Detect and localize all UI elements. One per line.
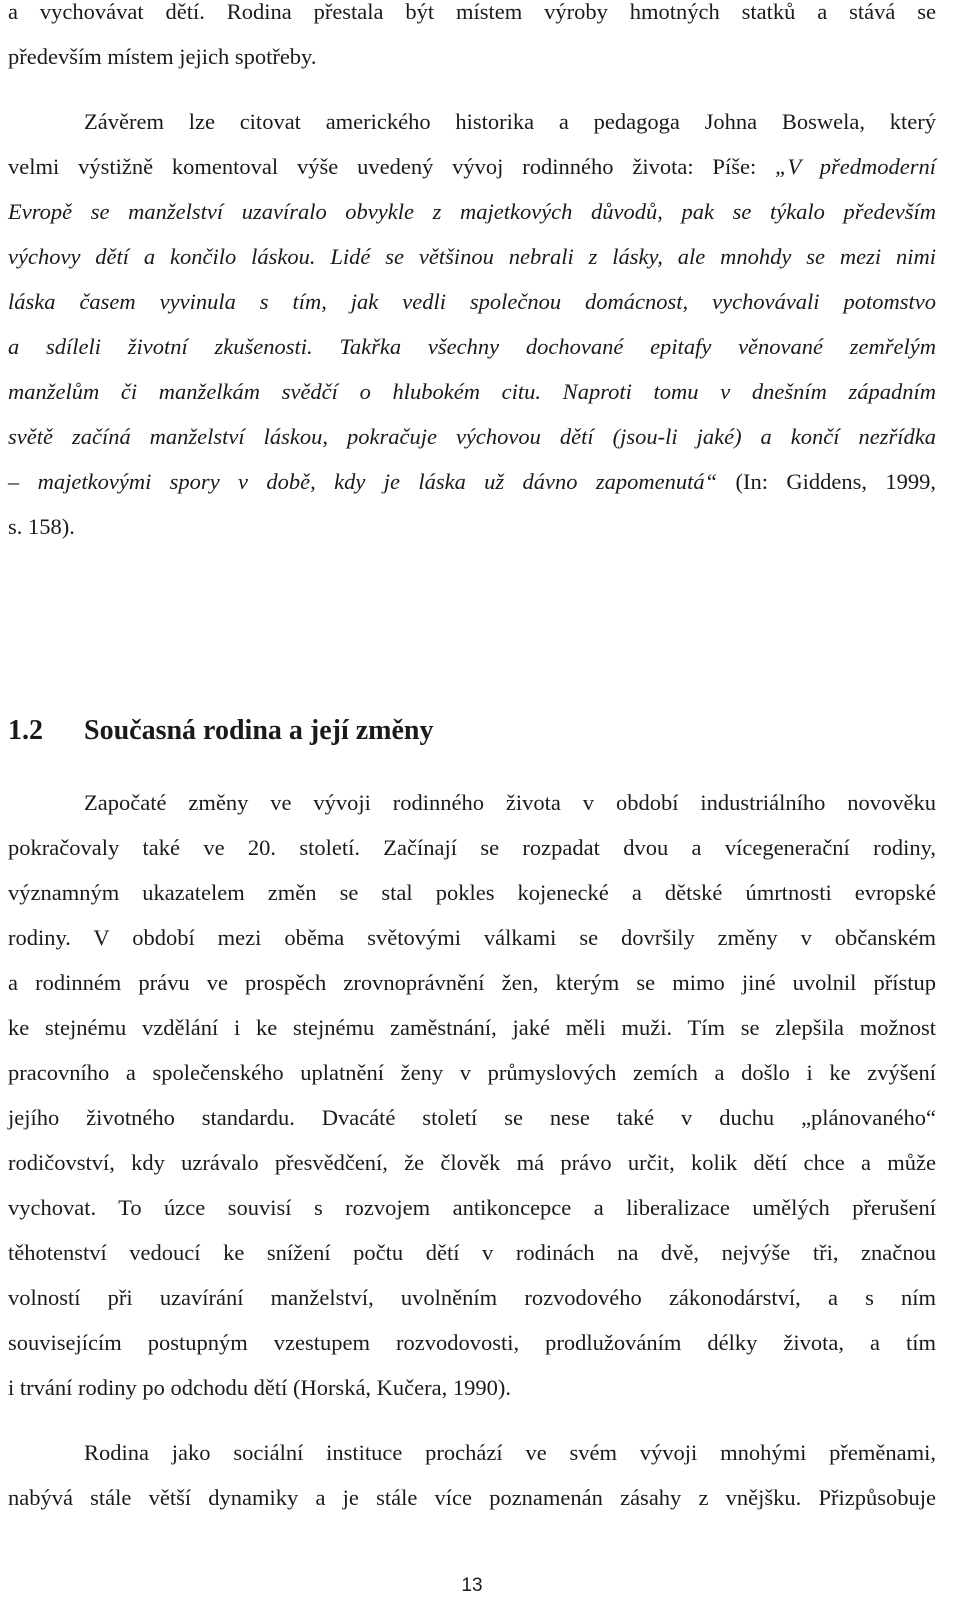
paragraph-line: jejího životného standardu. Dvacáté století se nese také v duchu „plánovaného“ bbox=[8, 1105, 936, 1130]
paragraph-line bbox=[8, 152, 936, 182]
paragraph-line: pokračovaly také ve 20. století. Začínají se rozpadat dvou a vícegenerační rodiny, bbox=[8, 835, 936, 860]
paragraph-line: významným ukazatelem změn se stal pokles kojenecké a dětské úmrtnosti evropské bbox=[8, 880, 936, 905]
paragraph-line: pracovního a společenského uplatnění ženy v průmyslových zemích a došlo i ke zvýšení bbox=[8, 1060, 936, 1085]
paragraph-line: s. 158). bbox=[8, 514, 75, 539]
paragraph-line: rodiny. V období mezi oběma světovými válkami se dovršily změny v občanském bbox=[8, 925, 936, 950]
paragraph-line: vychovat. To úzce souvisí s rozvojem antikoncepce a liberalizace umělých přerušení bbox=[8, 1195, 936, 1220]
section-title: Současná rodina a její změny bbox=[84, 715, 434, 746]
quote-line bbox=[8, 287, 936, 317]
quote-text: a sdíleli životní zkušenosti. bbox=[8, 334, 313, 359]
citation: (In: Giddens, 1999, bbox=[717, 469, 937, 494]
paragraph-line: i trvání rodiny po odchodu dětí (Horská, Kučera, 1990). bbox=[8, 1375, 511, 1400]
paragraph-line: a rodinném právu ve prospěch zrovnoprávnění žen, kterým se mimo jiné uvolnil přístup bbox=[8, 970, 936, 995]
paragraph-line: souvisejícím postupným vzestupem rozvodovosti, prodlužováním délky života, a tím bbox=[8, 1330, 936, 1355]
paragraph-line: volností při uzavírání manželství, uvolněním rozvodového zákonodárství, a s ním bbox=[8, 1285, 936, 1310]
page-number: 13 bbox=[461, 1575, 483, 1596]
quote-line bbox=[8, 377, 936, 407]
quote-line bbox=[8, 332, 936, 362]
paragraph-line: Rodina jako sociální instituce prochází ve svém vývoji mnohými přeměnami, bbox=[84, 1440, 936, 1465]
quote-text: výchovy dětí a končilo láskou. bbox=[8, 244, 316, 269]
quote-line bbox=[8, 422, 936, 452]
section-number: 1.2 bbox=[8, 715, 43, 746]
quote-line bbox=[8, 467, 936, 497]
paragraph-line: především místem jejich spotřeby. bbox=[8, 44, 317, 69]
document-page bbox=[8, 0, 936, 1610]
paragraph-line: těhotenství vedoucí ke snížení počtu dětí v rodinách na dvě, nejvýše tři, značnou bbox=[8, 1240, 936, 1265]
paragraph-line: nabývá stále větší dynamiky a je stále více poznamenán zásahy z vnějšku. Přizpůsobuje bbox=[8, 1485, 936, 1510]
quote-text: Takřka všechny dochované epitafy věnované zemřelým bbox=[312, 334, 936, 359]
paragraph-line: a vychovávat dětí. Rodina přestala být místem výroby hmotných statků a stává se bbox=[8, 0, 936, 24]
quote-text: „V předmoderní bbox=[775, 154, 936, 179]
quote-text: světě začíná manželství láskou, pokračuje výchovou dětí (jsou-li jaké) a končí nezřídka bbox=[8, 424, 936, 449]
quote-text: – majetkovými spory v době, kdy je láska už dávno zapomenutá“ bbox=[8, 469, 718, 494]
paragraph-line: Započaté změny ve vývoji rodinného života v období industriálního novověku bbox=[84, 790, 936, 815]
quote-line bbox=[8, 242, 936, 272]
quote-text: manželům či manželkám svědčí o hlubokém citu. bbox=[8, 379, 542, 404]
quote-text: Lidé se většinou nebrali z lásky, ale mnohdy se mezi nimi bbox=[315, 244, 936, 269]
paragraph-line: ke stejnému vzdělání i ke stejnému zaměstnání, jaké měli muži. Tím se zlepšila možnost bbox=[8, 1015, 936, 1040]
text-span: velmi výstižně komentoval výše uvedený vývoj rodinného života: Píše: bbox=[8, 154, 776, 179]
section-heading bbox=[8, 711, 936, 751]
quote-text: láska časem vyvinula s tím, jak vedli společnou domácnost, vychovávali potomstvo bbox=[8, 289, 936, 314]
quote-line bbox=[8, 197, 936, 227]
paragraph-line: rodičovství, kdy uzrávalo přesvědčení, že člověk má právo určit, kolik dětí chce a může bbox=[8, 1150, 936, 1175]
quote-text: Evropě se manželství uzavíralo obvykle z majetkových důvodů, pak se týkalo především bbox=[8, 199, 936, 224]
quote-text: Naproti tomu v dnešním západním bbox=[541, 379, 937, 404]
paragraph-line: Závěrem lze citovat amerického historika a pedagoga Johna Boswela, který bbox=[84, 109, 936, 134]
